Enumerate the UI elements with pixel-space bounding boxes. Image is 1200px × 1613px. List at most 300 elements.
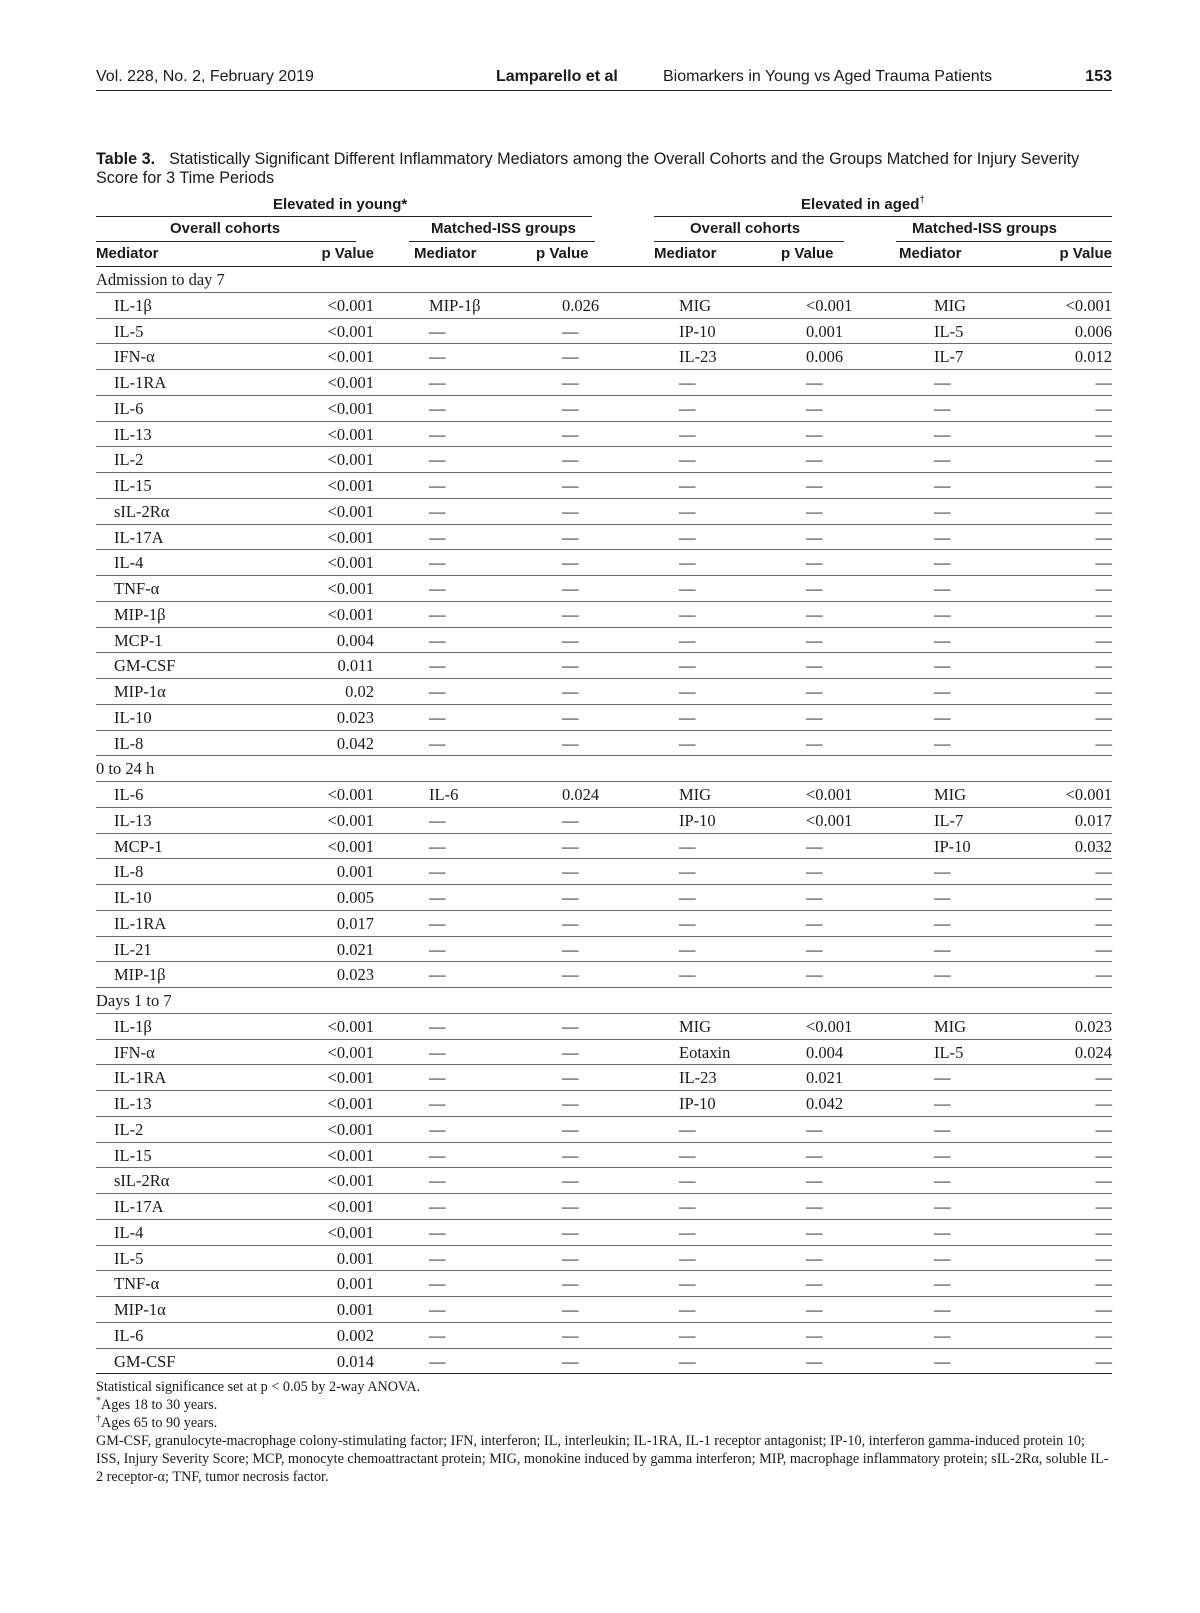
young-matched-pvalue: — <box>562 965 579 985</box>
young-matched-pvalue: — <box>562 476 579 495</box>
aged-matched-mediator: IL-5 <box>934 321 964 341</box>
aged-overall-pvalue: <0.001 <box>806 785 853 804</box>
young-overall-pvalue: <0.001 <box>327 1197 374 1216</box>
aged-overall-mediator: — <box>679 656 696 676</box>
aged-overall-pvalue: <0.001 <box>806 295 853 315</box>
aged-matched-mediator: — <box>934 1248 951 1268</box>
aged-overall-pvalue: 0.001 <box>806 321 844 341</box>
aged-matched-mediator: — <box>934 682 951 701</box>
young-matched-mediator: MIP-1β <box>429 295 481 315</box>
young-matched-pvalue: — <box>562 1119 579 1139</box>
young-overall-label: Overall cohorts <box>170 220 281 237</box>
section-row <box>96 267 1112 293</box>
young-matched-mediator: — <box>429 321 446 341</box>
aged-overall-mediator: — <box>679 965 696 985</box>
table-row <box>96 859 1112 885</box>
young-matched-mediator: — <box>429 1351 446 1371</box>
young-overall-mediator: IL-6 <box>114 398 144 418</box>
young-matched-pvalue: — <box>562 450 579 470</box>
aged-matched-mediator: — <box>934 707 951 727</box>
young-overall-mediator: MIP-1α <box>114 1300 166 1319</box>
young-matched-mediator: — <box>429 733 446 753</box>
table-body <box>96 267 1112 1374</box>
young-overall-mediator: IL-1RA <box>114 373 167 392</box>
aged-matched-mediator: — <box>934 527 951 547</box>
young-matched-mediator: — <box>429 965 446 985</box>
aged-overall-mediator: Eotaxin <box>679 1042 731 1062</box>
aged-overall-pvalue: — <box>806 424 823 444</box>
young-overall-mediator: IL-17A <box>114 527 164 547</box>
young-matched-mediator: — <box>429 810 446 830</box>
young-matched-mediator: — <box>429 1325 446 1345</box>
table-row <box>96 808 1112 834</box>
aged-matched-mediator: — <box>934 450 951 470</box>
young-matched-pvalue: — <box>562 501 579 521</box>
young-overall-mediator: IL-1RA <box>114 913 167 933</box>
aged-matched-pvalue: — <box>1095 682 1112 701</box>
aged-matched-pvalue: — <box>1095 579 1112 598</box>
aged-matched-mediator: — <box>934 1119 951 1139</box>
young-matched-pvalue: — <box>562 347 579 367</box>
aged-overall-pvalue: 0.021 <box>806 1068 844 1088</box>
aged-overall-pvalue: — <box>806 888 823 907</box>
young-overall-pvalue: 0.001 <box>336 1300 374 1319</box>
table-row <box>96 1117 1112 1143</box>
aged-matched-mediator: — <box>934 1094 951 1113</box>
aged-overall-mediator: IP-10 <box>679 321 716 341</box>
aged-matched-pvalue: — <box>1095 476 1112 495</box>
young-overall-mediator: MIP-1β <box>114 965 166 985</box>
young-overall-pvalue: 0.02 <box>345 682 374 701</box>
aged-overall-mediator: — <box>679 733 696 753</box>
young-overall-pvalue: 0.002 <box>336 1325 374 1345</box>
aged-overall-mediator: MIG <box>679 1016 712 1036</box>
aged-overall-mediator: MIG <box>679 295 712 315</box>
young-overall-mediator: IL-8 <box>114 862 144 882</box>
young-overall-pvalue: <0.001 <box>327 450 374 470</box>
young-matched-mediator: — <box>429 1068 446 1088</box>
young-overall-mediator: IL-1β <box>114 1016 152 1036</box>
aged-matched-mediator: — <box>934 373 951 392</box>
table-row <box>96 344 1112 370</box>
aged-overall-mediator: — <box>679 579 696 598</box>
aged-overall-mediator: MIG <box>679 785 712 804</box>
aged-matched-mediator: IP-10 <box>934 836 971 856</box>
young-overall-mediator: MCP-1 <box>114 630 163 650</box>
young-matched-mediator: — <box>429 1274 446 1294</box>
young-overall-pvalue: <0.001 <box>327 424 374 444</box>
table-row <box>96 473 1112 499</box>
aged-matched-mediator: MIG <box>934 295 967 315</box>
aged-matched-pvalue: — <box>1095 424 1112 444</box>
col-mediator: Mediator <box>654 245 717 262</box>
aged-overall-mediator: — <box>679 604 696 624</box>
aged-footnote-mark: † <box>96 1413 101 1425</box>
aged-matched-mediator: IL-7 <box>934 810 964 830</box>
young-overall-mediator: MIP-1β <box>114 604 166 624</box>
section-row <box>96 988 1112 1014</box>
young-matched-pvalue: — <box>562 733 579 753</box>
aged-matched-pvalue: — <box>1095 939 1112 959</box>
young-matched-mediator: — <box>429 836 446 856</box>
young-matched-mediator: — <box>429 527 446 547</box>
aged-overall-mediator: — <box>679 862 696 882</box>
young-overall-pvalue: 0.014 <box>336 1351 374 1371</box>
young-matched-pvalue: — <box>562 1042 579 1062</box>
young-overall-pvalue: <0.001 <box>327 527 374 547</box>
aged-overall-pvalue: — <box>806 1145 823 1165</box>
young-overall-pvalue: <0.001 <box>327 501 374 521</box>
aged-matched-mediator: — <box>934 1300 951 1319</box>
young-overall-pvalue: <0.001 <box>327 810 374 830</box>
aged-overall-mediator: — <box>679 527 696 547</box>
aged-overall-pvalue: — <box>806 398 823 418</box>
aged-matched-pvalue: — <box>1095 1222 1112 1242</box>
aged-matched-pvalue: 0.024 <box>1074 1042 1112 1062</box>
aged-overall-mediator: — <box>679 682 696 701</box>
footnote-young-text: Ages 18 to 30 years. <box>101 1397 218 1413</box>
aged-overall-pvalue: — <box>806 1222 823 1242</box>
aged-matched-pvalue: — <box>1095 1351 1112 1371</box>
young-matched-pvalue: — <box>562 553 579 573</box>
col-pvalue: p Value <box>781 245 834 262</box>
young-matched-mediator: — <box>429 707 446 727</box>
aged-matched-mediator: — <box>934 733 951 753</box>
young-overall-mediator: IFN-α <box>114 347 155 367</box>
aged-overall-pvalue: 0.006 <box>806 347 844 367</box>
table-row <box>96 396 1112 422</box>
aged-matched-mediator: — <box>934 939 951 959</box>
article-short-title: Biomarkers in Young vs Aged Trauma Patients <box>663 68 993 85</box>
aged-matched-pvalue: — <box>1095 1145 1112 1165</box>
young-matched-pvalue: — <box>562 1068 579 1088</box>
table-row <box>96 1323 1112 1349</box>
young-overall-pvalue: <0.001 <box>327 1145 374 1165</box>
table-row <box>96 370 1112 396</box>
young-matched-pvalue: — <box>562 939 579 959</box>
table-row <box>96 885 1112 911</box>
running-head <box>96 66 1112 91</box>
aged-overall-mediator: — <box>679 630 696 650</box>
table-row <box>96 1271 1112 1297</box>
aged-matched-mediator: IL-5 <box>934 1042 964 1062</box>
young-overall-mediator: IL-15 <box>114 476 152 495</box>
young-matched-pvalue: — <box>562 527 579 547</box>
section-row <box>96 756 1112 782</box>
young-matched-pvalue: — <box>562 1300 579 1319</box>
aged-overall-pvalue: — <box>806 630 823 650</box>
aged-matched-mediator: — <box>934 424 951 444</box>
young-overall-pvalue: <0.001 <box>327 785 374 804</box>
young-matched-mediator: — <box>429 1119 446 1139</box>
aged-overall-pvalue: 0.004 <box>806 1042 844 1062</box>
aged-overall-mediator: — <box>679 501 696 521</box>
young-overall-pvalue: <0.001 <box>327 1119 374 1139</box>
table-row <box>96 293 1112 319</box>
young-matched-mediator: — <box>429 424 446 444</box>
young-matched-mediator: IL-6 <box>429 785 459 804</box>
young-matched-pvalue: — <box>562 682 579 701</box>
aged-overall-label: Overall cohorts <box>690 220 801 237</box>
young-matched-pvalue: — <box>562 1274 579 1294</box>
aged-overall-pvalue: — <box>806 1300 823 1319</box>
aged-overall-mediator: — <box>679 913 696 933</box>
aged-overall-mediator: — <box>679 1222 696 1242</box>
young-overall-pvalue: 0.001 <box>336 862 374 882</box>
young-overall-mediator: IL-5 <box>114 1248 144 1268</box>
aged-matched-mediator: — <box>934 862 951 882</box>
aged-overall-mediator: — <box>679 1300 696 1319</box>
aged-matched-mediator: — <box>934 1197 951 1216</box>
col-pvalue: p Value <box>1059 245 1112 262</box>
young-overall-pvalue: <0.001 <box>327 836 374 856</box>
aged-overall-pvalue: — <box>806 939 823 959</box>
aged-matched-pvalue: — <box>1095 1248 1112 1268</box>
aged-overall-pvalue: — <box>806 707 823 727</box>
young-footnote-mark: * <box>96 1395 101 1407</box>
aged-overall-pvalue: — <box>806 1351 823 1371</box>
aged-overall-mediator: — <box>679 1325 696 1345</box>
aged-overall-pvalue: — <box>806 913 823 933</box>
table-row <box>96 628 1112 654</box>
young-overall-mediator: MCP-1 <box>114 836 163 856</box>
young-overall-mediator: IL-6 <box>114 785 144 804</box>
aged-overall-pvalue: — <box>806 553 823 573</box>
aged-matched-pvalue: <0.001 <box>1065 295 1112 315</box>
aged-overall-pvalue: — <box>806 1197 823 1216</box>
young-matched-pvalue: — <box>562 888 579 907</box>
aged-matched-mediator: IL-7 <box>934 347 964 367</box>
table-row <box>96 525 1112 551</box>
young-overall-mediator: IL-13 <box>114 1094 152 1113</box>
table-row <box>96 1065 1112 1091</box>
young-overall-mediator: IL-13 <box>114 810 152 830</box>
aged-overall-mediator: IL-23 <box>679 347 717 367</box>
aged-overall-pvalue: <0.001 <box>806 810 853 830</box>
young-matched-mediator: — <box>429 1197 446 1216</box>
aged-matched-pvalue: <0.001 <box>1065 785 1112 804</box>
aged-overall-mediator: — <box>679 707 696 727</box>
aged-matched-mediator: MIG <box>934 1016 967 1036</box>
young-overall-mediator: IL-13 <box>114 424 152 444</box>
aged-matched-pvalue: — <box>1095 965 1112 985</box>
table-row <box>96 499 1112 525</box>
section-label: Admission to day 7 <box>96 270 225 289</box>
aged-overall-mediator: — <box>679 888 696 907</box>
aged-overall-pvalue: — <box>806 579 823 598</box>
young-overall-pvalue: <0.001 <box>327 579 374 598</box>
young-overall-pvalue: <0.001 <box>327 398 374 418</box>
table-row <box>96 782 1112 808</box>
young-overall-mediator: IL-17A <box>114 1197 164 1216</box>
young-matched-pvalue: — <box>562 836 579 856</box>
aged-overall-mediator: — <box>679 836 696 856</box>
aged-overall-mediator: — <box>679 1119 696 1139</box>
young-matched-pvalue: — <box>562 656 579 676</box>
aged-matched-mediator: — <box>934 1351 951 1371</box>
table-row <box>96 653 1112 679</box>
aged-matched-mediator: — <box>934 1222 951 1242</box>
young-matched-pvalue: — <box>562 1222 579 1242</box>
aged-overall-mediator: — <box>679 1197 696 1216</box>
aged-overall-mediator: IL-23 <box>679 1068 717 1088</box>
footnote-significance: Statistical significance set at p < 0.05 by 2-way ANOVA. <box>96 1379 421 1395</box>
aged-overall-mediator: — <box>679 1248 696 1268</box>
young-matched-mediator: — <box>429 476 446 495</box>
col-pvalue: p Value <box>536 245 589 262</box>
table-footnotes <box>96 1378 1112 1486</box>
aged-matched-pvalue: — <box>1095 888 1112 907</box>
table-row <box>96 1194 1112 1220</box>
table-row <box>96 1246 1112 1272</box>
aged-matched-pvalue: — <box>1095 1197 1112 1216</box>
table-caption-text: Statistically Significant Different Inflammatory Mediators among the Overall Cohorts and the Groups Matched for Injury Severity Score for 3 Time Periods <box>96 150 1080 187</box>
aged-matched-pvalue: — <box>1095 373 1112 392</box>
young-overall-mediator: TNF-α <box>114 579 160 598</box>
young-overall-mediator: MIP-1α <box>114 682 166 701</box>
young-overall-pvalue: <0.001 <box>327 373 374 392</box>
young-overall-mediator: IL-2 <box>114 450 144 470</box>
young-matched-pvalue: 0.024 <box>562 785 600 804</box>
aged-matched-pvalue: — <box>1095 1300 1112 1319</box>
table-row <box>96 705 1112 731</box>
aged-overall-pvalue: — <box>806 682 823 701</box>
aged-overall-mediator: IP-10 <box>679 1094 716 1113</box>
aged-overall-mediator: — <box>679 450 696 470</box>
young-overall-mediator: IFN-α <box>114 1042 155 1062</box>
young-overall-pvalue: 0.011 <box>337 656 374 676</box>
table-caption <box>96 150 1112 188</box>
table-row <box>96 447 1112 473</box>
young-matched-mediator: — <box>429 373 446 392</box>
table-row <box>96 550 1112 576</box>
young-overall-pvalue: 0.004 <box>336 630 374 650</box>
young-overall-pvalue: 0.001 <box>336 1274 374 1294</box>
aged-overall-pvalue: — <box>806 1274 823 1294</box>
aged-matched-pvalue: — <box>1095 450 1112 470</box>
aged-matched-mediator: — <box>934 501 951 521</box>
table-row <box>96 1091 1112 1117</box>
article-authors: Lamparello et al <box>496 68 618 85</box>
young-overall-pvalue: <0.001 <box>327 347 374 367</box>
young-overall-mediator: GM-CSF <box>114 656 176 676</box>
page-number: 153 <box>1085 68 1112 85</box>
aged-matched-pvalue: — <box>1095 1068 1112 1088</box>
aged-matched-mediator: — <box>934 604 951 624</box>
young-overall-pvalue: <0.001 <box>327 553 374 573</box>
table-row <box>96 962 1112 988</box>
young-overall-mediator: IL-8 <box>114 733 144 753</box>
young-overall-mediator: GM-CSF <box>114 1351 176 1371</box>
group-young-label: Elevated in young* <box>273 196 408 213</box>
table-row <box>96 1014 1112 1040</box>
young-matched-mediator: — <box>429 553 446 573</box>
young-matched-pvalue: — <box>562 707 579 727</box>
young-overall-pvalue: <0.001 <box>327 1094 374 1113</box>
young-matched-pvalue: — <box>562 1145 579 1165</box>
table-row <box>96 679 1112 705</box>
table-row <box>96 1220 1112 1246</box>
table-row <box>96 1168 1112 1194</box>
young-overall-mediator: IL-1RA <box>114 1068 167 1088</box>
aged-matched-mediator: MIG <box>934 785 967 804</box>
young-overall-pvalue: 0.021 <box>336 939 374 959</box>
aged-matched-label: Matched-ISS groups <box>912 220 1058 237</box>
young-overall-mediator: sIL-2Rα <box>114 501 170 521</box>
young-matched-mediator: — <box>429 862 446 882</box>
young-overall-mediator: IL-6 <box>114 1325 144 1345</box>
aged-matched-pvalue: — <box>1095 553 1112 573</box>
aged-overall-pvalue: — <box>806 476 823 495</box>
aged-overall-mediator: — <box>679 553 696 573</box>
young-overall-pvalue: 0.005 <box>336 888 374 907</box>
footnote-aged <box>96 1414 1112 1432</box>
young-matched-mediator: — <box>429 450 446 470</box>
aged-matched-mediator: — <box>934 1325 951 1345</box>
table-row <box>96 937 1112 963</box>
footnote-abbreviations: GM-CSF, granulocyte-macrophage colony-stimulating factor; IFN, interferon; IL, interleukin; IL-1RA, IL-1 receptor antagonist; IP-10, interferon gamma-induced protein 10; ISS, Injury Severity Score; MCP, monocyte chemoattractant protein; MIG, monokine induced by gamma interferon; MIP, macrophage inflammatory protein; sIL-2Rα, soluble IL-2 receptor-α; TNF, tumor necrosis factor. <box>96 1433 1109 1485</box>
young-matched-mediator: — <box>429 1222 446 1242</box>
young-matched-mediator: — <box>429 579 446 598</box>
aged-overall-mediator: IP-10 <box>679 810 716 830</box>
aged-overall-mediator: — <box>679 1171 696 1191</box>
young-overall-mediator: IL-10 <box>114 707 152 727</box>
aged-matched-pvalue: — <box>1095 1274 1112 1294</box>
young-matched-pvalue: — <box>562 1351 579 1371</box>
table-column-header <box>96 242 1112 267</box>
young-overall-mediator: IL-10 <box>114 888 152 907</box>
young-overall-mediator: IL-4 <box>114 553 144 573</box>
footnote-young <box>96 1396 1112 1414</box>
aged-overall-pvalue: — <box>806 836 823 856</box>
young-overall-pvalue: <0.001 <box>327 1068 374 1088</box>
aged-matched-pvalue: — <box>1095 630 1112 650</box>
aged-overall-pvalue: — <box>806 1119 823 1139</box>
young-matched-pvalue: — <box>562 1094 579 1113</box>
aged-matched-mediator: — <box>934 656 951 676</box>
aged-matched-pvalue: 0.012 <box>1074 347 1112 367</box>
aged-overall-mediator: — <box>679 424 696 444</box>
aged-footnote-mark: † <box>919 195 925 206</box>
footnote-aged-text: Ages 65 to 90 years. <box>101 1415 218 1431</box>
young-overall-pvalue: 0.017 <box>336 913 374 933</box>
young-overall-pvalue: <0.001 <box>327 604 374 624</box>
aged-overall-mediator: — <box>679 476 696 495</box>
aged-overall-pvalue: — <box>806 733 823 753</box>
young-matched-pvalue: — <box>562 424 579 444</box>
young-overall-pvalue: <0.001 <box>327 1016 374 1036</box>
young-matched-pvalue: — <box>562 1325 579 1345</box>
aged-matched-mediator: — <box>934 888 951 907</box>
aged-matched-pvalue: — <box>1095 604 1112 624</box>
young-matched-pvalue: — <box>562 373 579 392</box>
young-matched-mediator: — <box>429 604 446 624</box>
section-label: Days 1 to 7 <box>96 991 172 1010</box>
table-row <box>96 576 1112 602</box>
young-matched-pvalue: — <box>562 579 579 598</box>
young-overall-mediator: TNF-α <box>114 1274 160 1294</box>
aged-overall-pvalue: — <box>806 373 823 392</box>
aged-overall-pvalue: 0.042 <box>806 1094 844 1113</box>
table-row <box>96 1349 1112 1375</box>
young-overall-pvalue: 0.042 <box>336 733 374 753</box>
data-table <box>96 193 1112 1374</box>
aged-matched-mediator: — <box>934 913 951 933</box>
young-matched-mediator: — <box>429 1300 446 1319</box>
young-matched-pvalue: — <box>562 321 579 341</box>
col-pvalue: p Value <box>321 245 374 262</box>
young-overall-pvalue: 0.023 <box>336 707 374 727</box>
